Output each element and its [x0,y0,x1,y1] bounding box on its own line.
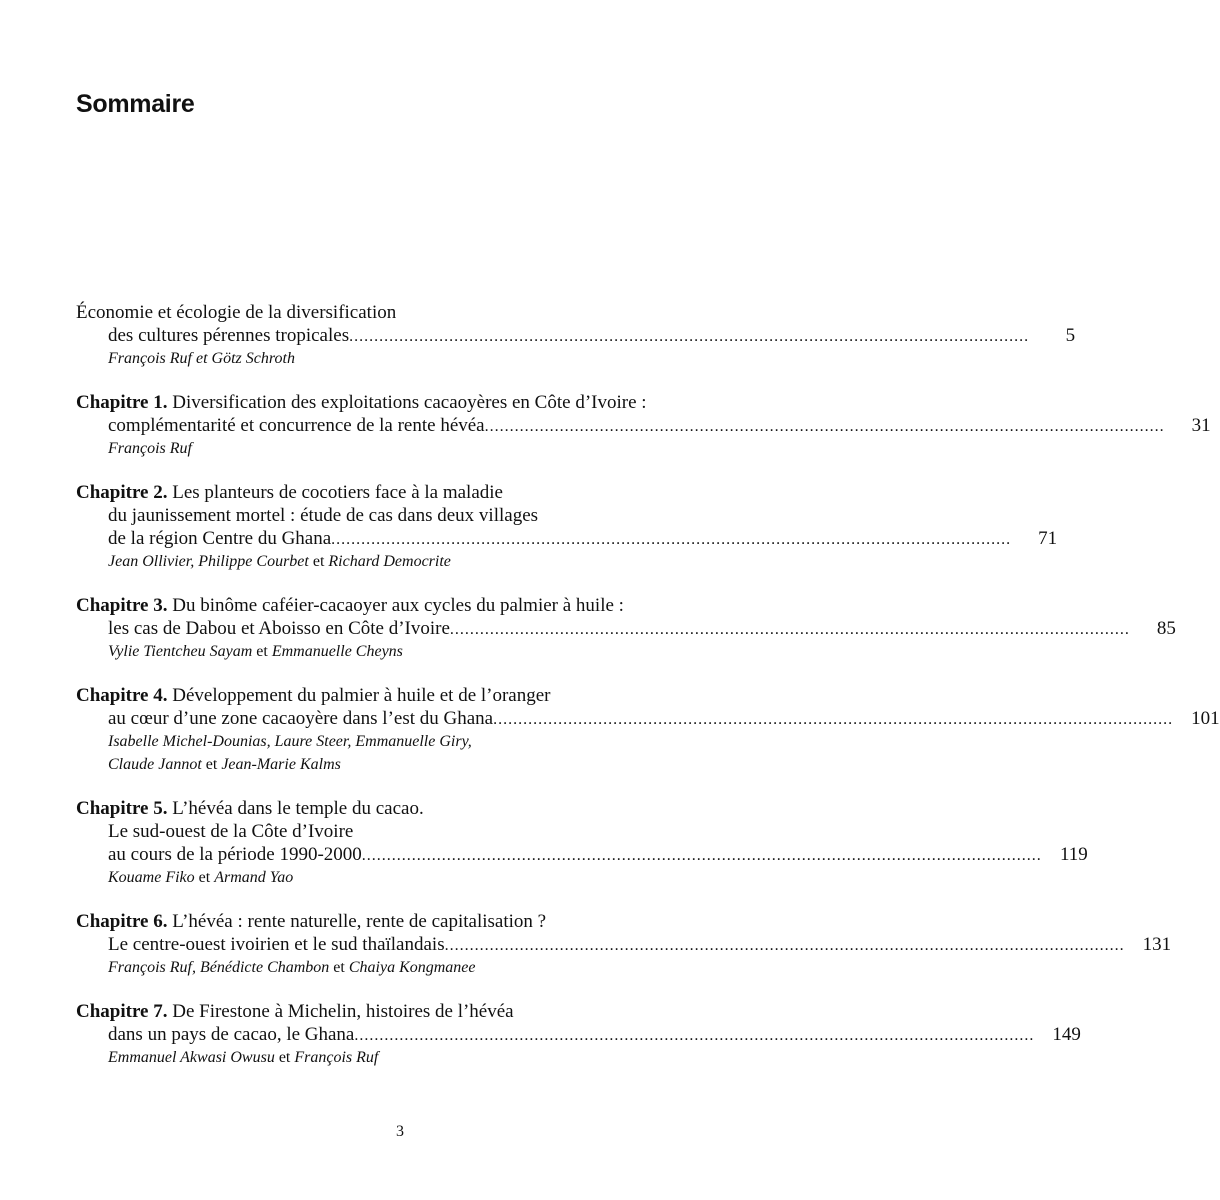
author-name: Armand Yao [214,869,294,886]
chapter-label: Chapitre 6. [76,911,168,932]
entry-title-text: Développement du palmier à huile et de l’oranger [172,685,551,706]
entry-title-line [76,797,698,820]
author-name: François Ruf [108,440,192,457]
entry-authors [76,730,698,753]
author-name: François Ruf, Bénédicte Chambon [108,959,330,976]
page-number: 101 [1191,708,1220,729]
dot-leader: ........................................................................................................................................ [444,937,1125,954]
page-number: 85 [1156,618,1176,639]
entry-authors [76,866,698,889]
author-name: Emmanuelle Cheyns [271,643,403,660]
entry-title-line [76,1000,698,1023]
entry-title-line-last [76,414,1211,437]
toc-entry-chapter-6 [76,910,1172,979]
entry-title-text: au cours de la période 1990-2000 [108,844,362,865]
folio-page-number: 3 [396,1123,404,1140]
entry-title-text: dans un pays de cacao, le Ghana [108,1024,355,1045]
page-number: 149 [1052,1024,1081,1045]
page-title: Sommaire [76,90,195,118]
author-name: François Ruf et Götz Schroth [108,350,295,367]
toc-entry-chapter-5 [76,797,1088,889]
entry-title-line-last [76,617,1176,640]
toc-entry-chapter-2 [76,481,1058,573]
toc-entry-chapter-1 [76,391,1211,460]
entry-title-text: De Firestone à Michelin, histoires de l’hévéa [172,1001,514,1022]
dot-leader: ........................................................................................................................................ [349,328,1030,345]
chapter-label: Chapitre 5. [76,798,168,819]
author-name: Jean-Marie Kalms [221,756,341,773]
entry-authors [76,753,698,776]
entry-title-line [76,481,698,504]
author-connector: et [278,1049,291,1066]
author-name: Vylie Tientcheu Sayam [108,643,253,660]
entry-title-line: Économie et écologie de la diversification [76,302,397,323]
toc-entry-introduction [76,301,1076,370]
page-number: 131 [1142,934,1172,955]
toc-entry-chapter-3 [76,594,1176,663]
entry-title-line-last [76,933,1172,956]
entry-title-line-last [76,324,1076,347]
entry-title-line-last [76,843,1088,866]
entry-title-line-last [76,527,1058,550]
dot-leader: ........................................................................................................................................ [449,621,1130,638]
dot-leader: ........................................................................................................................................ [354,1027,1035,1044]
chapter-label: Chapitre 4. [76,685,168,706]
page-number: 71 [1038,528,1058,549]
dot-leader: ........................................................................................................................................ [484,418,1165,435]
author-name: Claude Jannot [108,756,202,773]
entry-title-text: L’hévéa : rente naturelle, rente de capitalisation ? [172,911,547,932]
entry-authors [76,1046,698,1069]
author-name: Emmanuel Akwasi Owusu [108,1049,275,1066]
entry-title-text: au cœur d’une zone cacaoyère dans l’est du Ghana [108,708,494,729]
entry-title-line [76,684,698,707]
entry-title-text: de la région Centre du Ghana [108,528,332,549]
chapter-label: Chapitre 3. [76,595,168,616]
chapter-label: Chapitre 7. [76,1001,168,1022]
page-number: 31 [1191,415,1211,436]
author-connector: et [312,553,325,570]
dot-leader: ........................................................................................................................................ [331,531,1012,548]
author-name: Richard Democrite [328,553,451,570]
entry-title-text: Du binôme caféier-cacaoyer aux cycles du palmier à huile : [172,595,624,616]
entry-title-text: complémentarité et concurrence de la rente hévéa [108,415,485,436]
author-name: François Ruf [294,1049,379,1066]
page-number: 119 [1060,844,1088,865]
entry-authors [76,956,698,979]
entry-title-line [76,391,698,414]
author-name: Chaiya Kongmanee [348,959,476,976]
entry-title-line: du jaunissement mortel : étude de cas dans deux villages [108,505,539,526]
author-connector: et [333,959,345,976]
toc-entry-chapter-7 [76,1000,1081,1069]
entry-title-line [76,910,698,933]
entry-authors [76,347,698,370]
author-connector: et [198,869,211,886]
author-name: Kouame Fiko [108,869,195,886]
entry-title-line: Le sud-ouest de la Côte d’Ivoire [108,821,354,842]
entry-title-text: des cultures pérennes tropicales [108,325,350,346]
entry-title-text: Le centre-ouest ivoirien et le sud thaïlandais [108,934,445,955]
table-of-contents [76,301,1220,1069]
entry-title-line [76,594,698,617]
entry-authors [76,437,698,460]
dot-leader: ........................................................................................................................................ [493,711,1174,728]
page-number: 5 [1065,325,1076,346]
entry-title-text: L’hévéa dans le temple du cacao. [172,798,424,819]
author-connector: et [205,756,218,773]
entry-authors [76,550,698,573]
entry-title-line-last [76,1023,1081,1046]
entry-title-text: les cas de Dabou et Aboisso en Côte d’Ivoire [108,618,450,639]
entry-title-text: Diversification des exploitations cacaoyères en Côte d’Ivoire : [172,392,647,413]
entry-authors [76,640,698,663]
author-name: Jean Ollivier, Philippe Courbet [108,553,309,570]
chapter-label: Chapitre 1. [76,392,168,413]
toc-entry-chapter-4 [76,684,1220,776]
author-connector: et [256,643,268,660]
author-name: Isabelle Michel-Dounias, Laure Steer, Emmanuelle Giry, [108,733,472,750]
entry-title-line-last [76,707,1220,730]
entry-title-text: Les planteurs de cocotiers face à la maladie [172,482,503,503]
chapter-label: Chapitre 2. [76,482,168,503]
dot-leader: ........................................................................................................................................ [361,847,1042,864]
